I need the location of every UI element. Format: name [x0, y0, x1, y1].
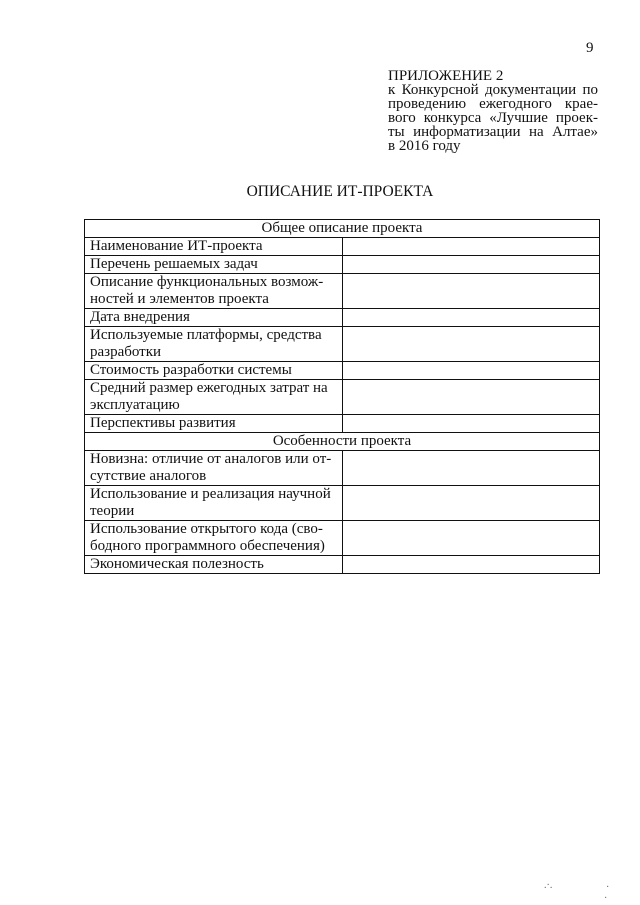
- label-line: Экономическая полезность: [90, 556, 264, 572]
- value-cell[interactable]: [342, 256, 600, 274]
- row-label: [85, 309, 343, 327]
- table-row: [85, 451, 600, 486]
- label-line: Перечень решаемых задач: [90, 256, 258, 272]
- page-number: 9: [586, 40, 594, 56]
- appendix-title: ПРИЛОЖЕНИЕ 2: [388, 68, 504, 84]
- label-line: Перспективы развития: [90, 415, 236, 431]
- table-row: [85, 327, 600, 362]
- section-header-row: [85, 433, 600, 451]
- value-cell[interactable]: [342, 309, 600, 327]
- row-label: [85, 556, 343, 574]
- row-label: [85, 362, 343, 380]
- value-cell[interactable]: [342, 556, 600, 574]
- table-row: [85, 274, 600, 309]
- value-cell[interactable]: [342, 274, 600, 309]
- label-line: Используемые платформы, средства: [90, 327, 322, 343]
- row-label: [85, 327, 343, 362]
- label-line: теории: [90, 503, 135, 519]
- appendix-line: к Конкурсной документации по: [388, 82, 598, 98]
- table-row: [85, 521, 600, 556]
- table-row: [85, 309, 600, 327]
- label-line: Дата внедрения: [90, 309, 190, 325]
- label-line: Использование и реализация научной: [90, 486, 331, 502]
- row-label: [85, 274, 343, 309]
- label-line: эксплуатацию: [90, 397, 180, 413]
- table-row: [85, 415, 600, 433]
- appendix-line: в 2016 году: [388, 138, 461, 154]
- row-label: [85, 415, 343, 433]
- table-row: [85, 238, 600, 256]
- scan-artifact: ·: [604, 893, 608, 904]
- row-label: [85, 256, 343, 274]
- table-row: [85, 556, 600, 574]
- value-cell[interactable]: [342, 380, 600, 415]
- value-cell[interactable]: [342, 521, 600, 556]
- label-line: ностей и элементов проекта: [90, 291, 269, 307]
- table-row: [85, 380, 600, 415]
- appendix-block: [388, 69, 598, 153]
- value-cell[interactable]: [342, 327, 600, 362]
- label-line: Средний размер ежегодных затрат на: [90, 380, 328, 396]
- label-line: Описание функциональных возмож-: [90, 274, 324, 290]
- row-label: [85, 380, 343, 415]
- label-line: Использование открытого кода (сво-: [90, 521, 323, 537]
- section-header-row: [85, 220, 600, 238]
- scan-artifact: ·: [606, 882, 610, 893]
- appendix-line: проведению ежегодного крае-: [388, 96, 598, 112]
- project-description-table: [84, 219, 600, 574]
- row-label: [85, 238, 343, 256]
- value-cell[interactable]: [342, 451, 600, 486]
- section-header-general: Общее описание проекта: [85, 220, 600, 238]
- table-row: [85, 362, 600, 380]
- document-title: ОПИСАНИЕ ИТ-ПРОЕКТА: [246, 183, 434, 200]
- row-label: [85, 486, 343, 521]
- value-cell[interactable]: [342, 415, 600, 433]
- label-line: Новизна: отличие от аналогов или от-: [90, 451, 332, 467]
- table-row: [85, 256, 600, 274]
- row-label: [85, 451, 343, 486]
- label-line: Наименование ИТ-проекта: [90, 238, 263, 254]
- appendix-line: ты информатизации на Алтае»: [388, 124, 598, 140]
- section-header-features: Особенности проекта: [85, 433, 600, 451]
- label-line: разработки: [90, 344, 162, 360]
- row-label: [85, 521, 343, 556]
- value-cell[interactable]: [342, 238, 600, 256]
- value-cell[interactable]: [342, 486, 600, 521]
- scan-artifact: .·.: [544, 880, 553, 891]
- label-line: сутствие аналогов: [90, 468, 207, 484]
- table-row: [85, 486, 600, 521]
- label-line: бодного программного обеспечения): [90, 538, 325, 554]
- appendix-line: вого конкурса «Лучшие проек-: [388, 110, 598, 126]
- value-cell[interactable]: [342, 362, 600, 380]
- label-line: Стоимость разработки системы: [90, 362, 292, 378]
